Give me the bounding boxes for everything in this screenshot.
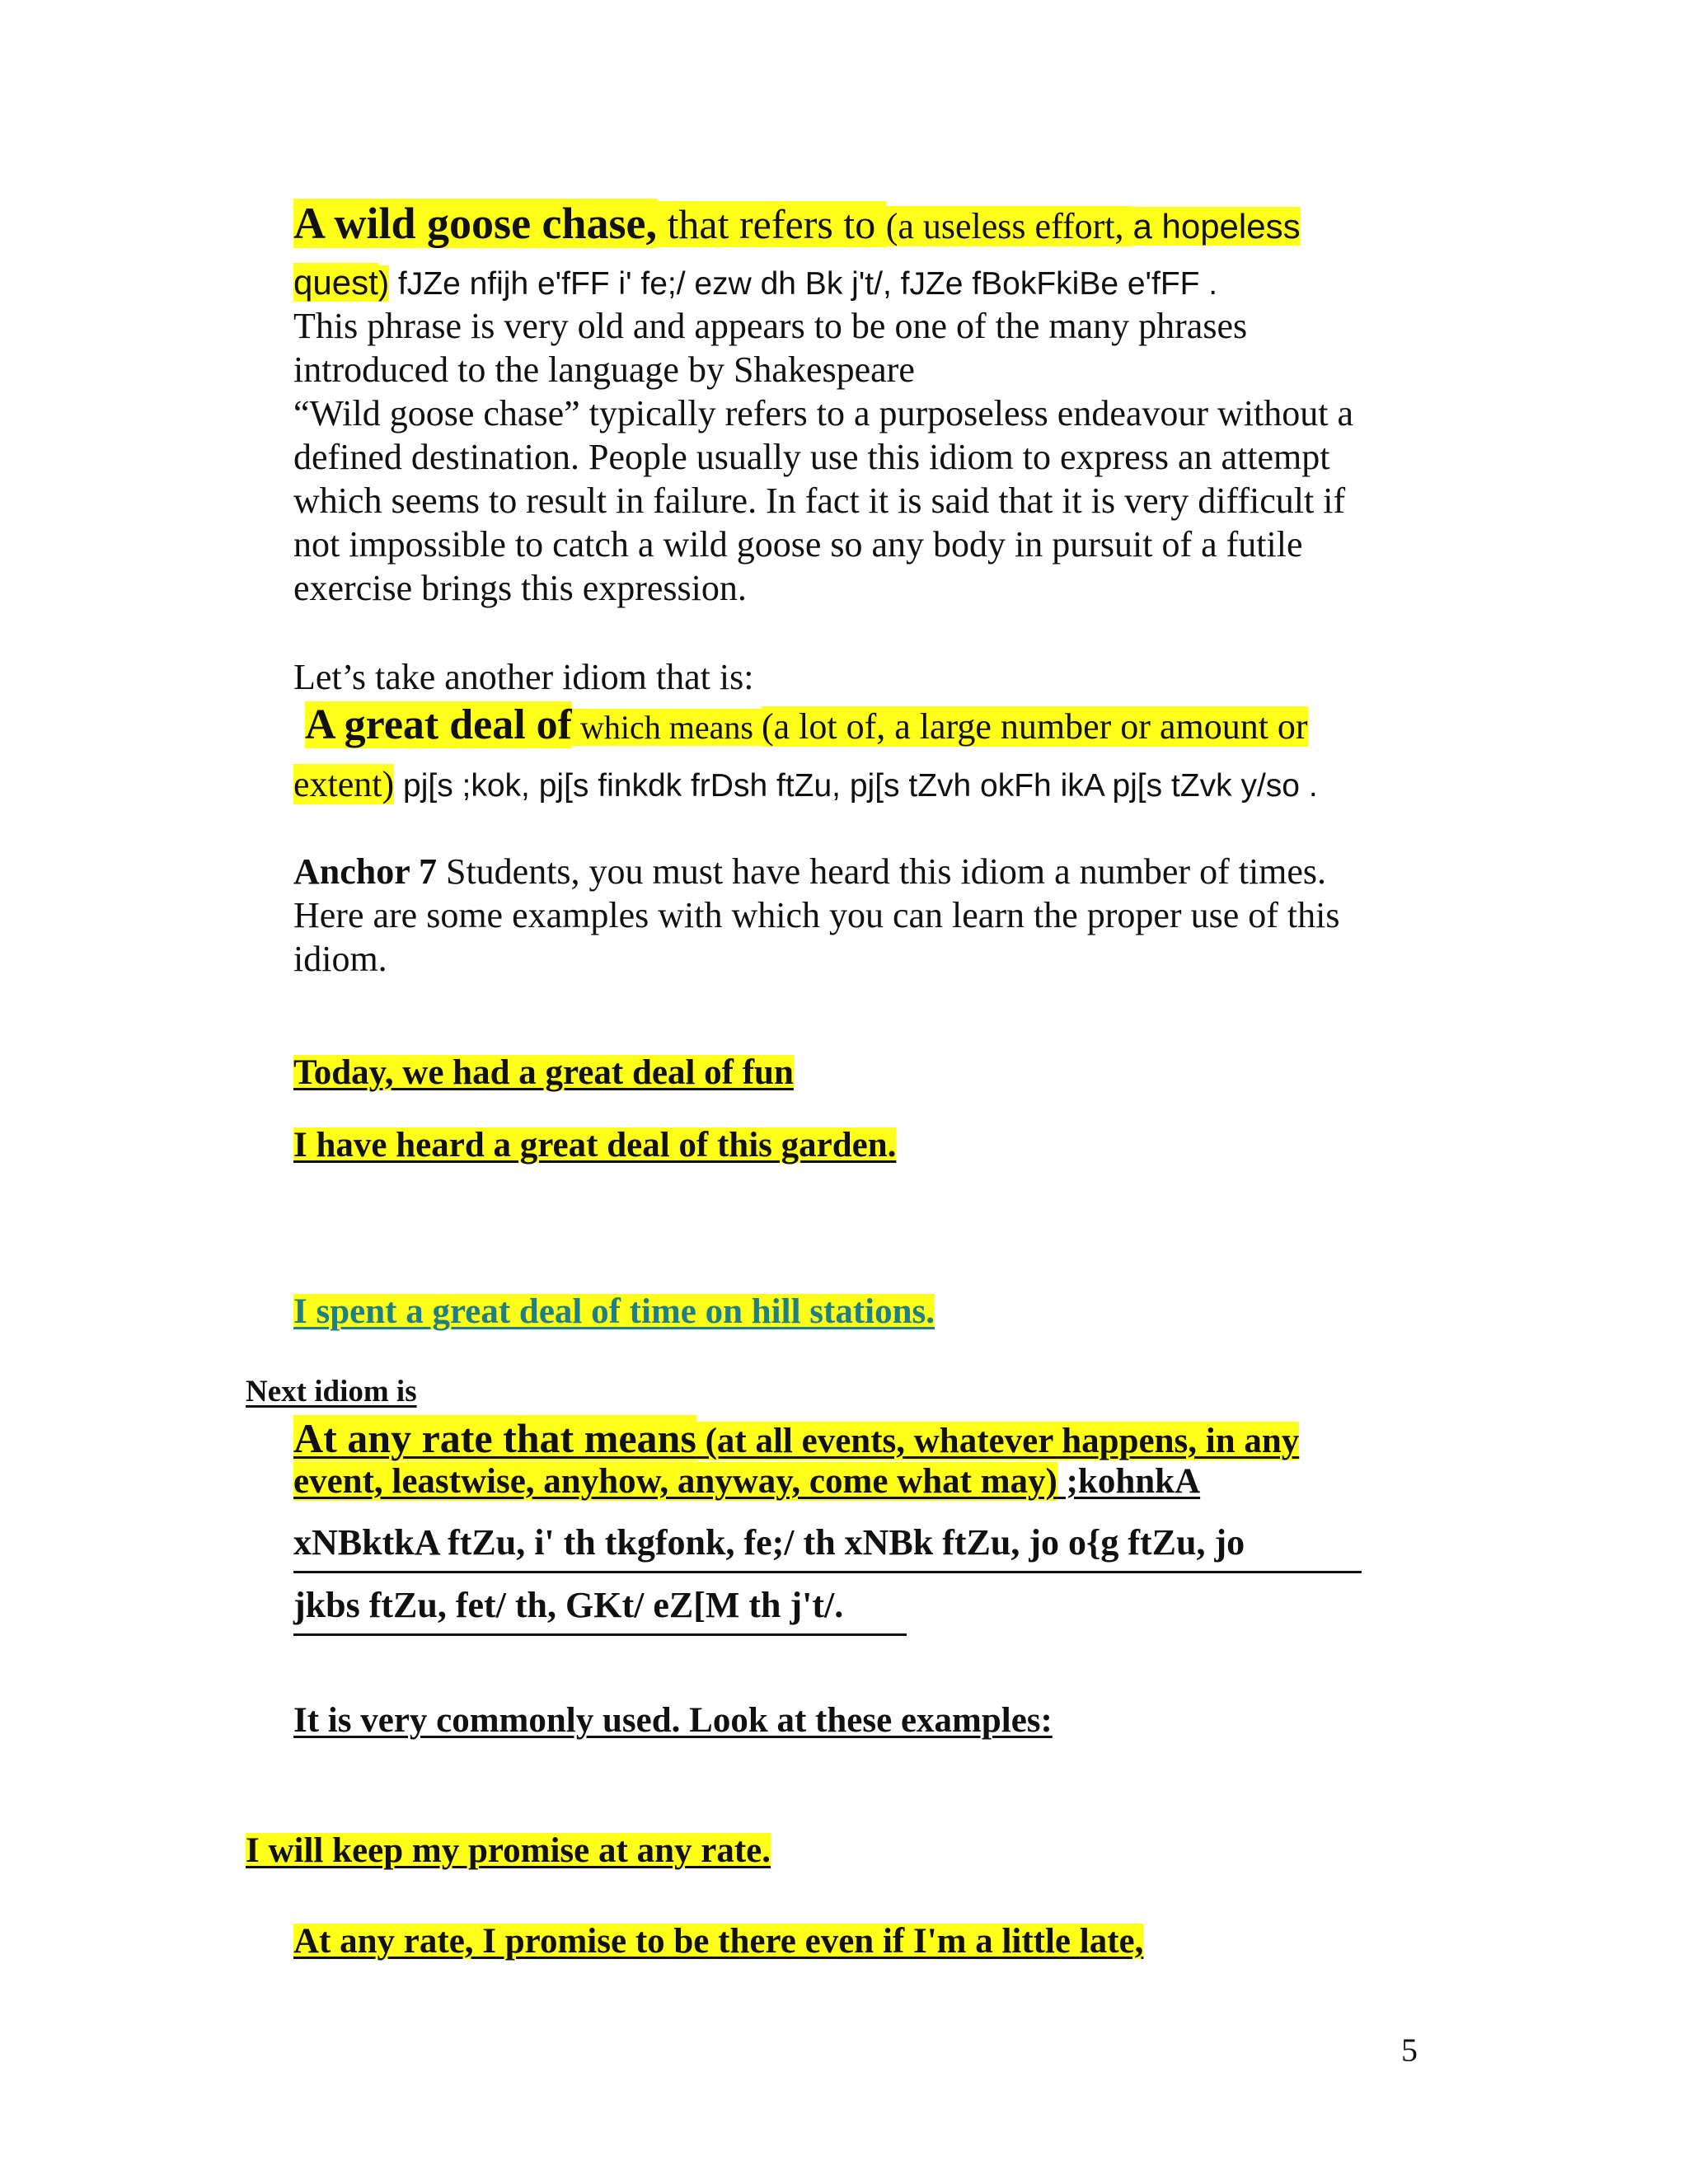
- underline-rule: [293, 1571, 1362, 1573]
- idiom-definition-end: quest: [293, 263, 378, 302]
- idiom-definition-end: event, leastwise, anyhow, anyway, come what may): [293, 1462, 1057, 1501]
- example-sentence: At any rate, I promise to be there even if I'm a little late,: [293, 1922, 1144, 1961]
- idiom-definition-line2: [293, 766, 1318, 803]
- idiom-title: A wild goose chase,: [293, 199, 658, 248]
- anchor-paragraph: [293, 851, 1327, 892]
- anchor-text: Students, you must have heard this idiom a number of times.: [436, 851, 1327, 892]
- paragraph-line: “Wild goose chase” typically refers to a purposeless endeavour without a: [293, 393, 1354, 434]
- anchor-label: Anchor 7: [293, 851, 437, 892]
- idiom-title: A great deal of: [305, 701, 572, 748]
- paragraph-line: defined destination. People usually use this idiom to express an attempt: [293, 437, 1330, 477]
- example-sentence: I spent a great deal of time on hill stations.: [293, 1292, 935, 1331]
- idiom-title: At any rate that means: [293, 1415, 696, 1461]
- idiom-definition: (at all events, whatever happens, in any: [696, 1422, 1300, 1460]
- paragraph-line: This phrase is very old and appears to be one of the many phrases: [293, 306, 1248, 346]
- idiom-heading-at-any-rate: [293, 1415, 1300, 1461]
- hindi-meaning: fJZe nfijh e'fFF i' fe;/ ezw dh Bk j't/, fJZe fBokFkiBe e'fFF .: [389, 266, 1218, 302]
- hindi-meaning-line: xNBktkA ftZu, i' th tkgfonk, fe;/ th xNBk ftZu, jo o{g ftZu, jo: [293, 1522, 1245, 1563]
- idiom-definition: (a useless effort,: [885, 206, 1133, 246]
- idiom-definition-line2: [293, 265, 1217, 300]
- underline-rule: [293, 1633, 907, 1636]
- idiom-heading-wild-goose-chase: [293, 201, 1301, 246]
- section-intro: Let’s take another idiom that is:: [293, 657, 754, 697]
- example-sentence: I will keep my promise at any rate.: [246, 1831, 771, 1870]
- paragraph-line: which seems to result in failure. In fact it is said that it is very difficult if: [293, 480, 1346, 521]
- idiom-definition-cont: a hopeless: [1132, 207, 1301, 246]
- idiom-definition-end: extent): [293, 764, 395, 804]
- idiom-definition-close: ): [377, 265, 390, 302]
- anchor-text-line: Here are some examples with which you can learn the proper use of this: [293, 895, 1340, 935]
- example-sentence: I have heard a great deal of this garden.: [293, 1126, 897, 1165]
- next-idiom-label: Next idiom is: [246, 1375, 417, 1408]
- usage-note: It is very commonly used. Look at these examples:: [293, 1701, 1053, 1740]
- idiom-intro-text: that refers to: [657, 201, 886, 247]
- hindi-meaning-line: jkbs ftZu, fet/ th, GKt/ eZ[M th j't/.: [293, 1585, 844, 1625]
- anchor-text-line: idiom.: [293, 939, 387, 979]
- idiom-definition-line2: [293, 1464, 1200, 1499]
- hindi-meaning: pj[s ;kok, pj[s finkdk frDsh ftZu, pj[s tZvh okFh ikA pj[s tZvk y/so .: [394, 768, 1318, 804]
- paragraph-line: introduced to the language by Shakespeare: [293, 349, 915, 390]
- idiom-intro-text: which means: [571, 709, 762, 746]
- idiom-definition: (a lot of, a large number or amount or: [761, 706, 1308, 747]
- paragraph-line: not impossible to catch a wild goose so any body in pursuit of a futile: [293, 524, 1303, 565]
- page-number: 5: [1401, 2032, 1418, 2069]
- idiom-heading-great-deal: [305, 701, 1308, 748]
- paragraph-line: exercise brings this expression.: [293, 568, 747, 608]
- example-sentence: Today, we had a great deal of fun: [293, 1053, 794, 1092]
- hindi-meaning: ;kohnkA: [1057, 1462, 1201, 1501]
